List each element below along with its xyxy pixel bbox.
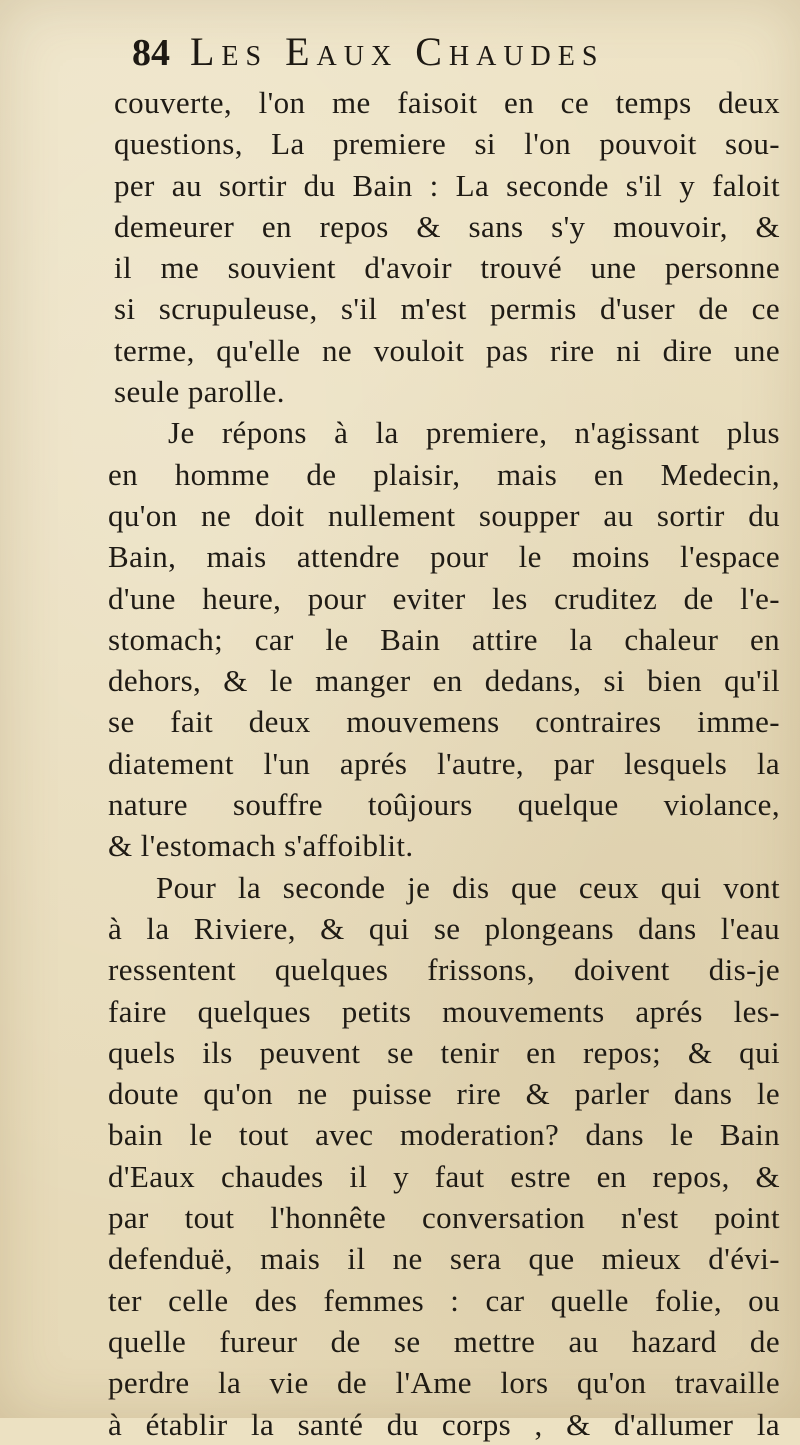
text-line: à établir la santé du corps , & d'allumer la xyxy=(108,1406,780,1442)
text-line: demeurer en repos & sans s'y mouvoir, & xyxy=(114,208,780,244)
body-text xyxy=(108,82,780,1445)
page-number: 84 xyxy=(132,32,170,74)
text-line: qu'on ne doit nullement soupper au sortir du xyxy=(108,497,780,533)
text-line: bain le tout avec moderation? dans le Bain xyxy=(108,1117,780,1153)
text-line: Bain, mais attendre pour le moins l'espace xyxy=(108,539,780,575)
page-header xyxy=(132,28,772,80)
text-line: ressentent quelques frissons, doivent dis-je xyxy=(108,952,780,988)
text-line: si scrupuleuse, s'il m'est permis d'user de ce xyxy=(114,291,780,327)
text-line: ter celle des femmes : car quelle folie, ou xyxy=(108,1282,780,1318)
text-line: à la Riviere, & qui se plongeans dans l'eau xyxy=(108,910,780,946)
text-line: defenduë, mais il ne sera que mieux d'évi- xyxy=(108,1241,780,1277)
text-line: seule parolle. xyxy=(114,374,285,410)
text-line: doute qu'on ne puisse rire & parler dans le xyxy=(108,1076,780,1112)
text-line: dehors, & le manger en dedans, si bien qu'il xyxy=(108,663,780,699)
text-line: en homme de plaisir, mais en Medecin, xyxy=(108,456,780,492)
text-line: couverte, l'on me faisoit en ce temps deux xyxy=(114,85,780,120)
text-line: faire quelques petits mouvements aprés les- xyxy=(108,993,780,1029)
paragraph-start-line: Pour la seconde je dis que ceux qui vont xyxy=(156,869,780,905)
text-line: perdre la vie de l'Ame lors qu'on travaille xyxy=(108,1365,780,1401)
text-line: terme, qu'elle ne vouloit pas rire ni dire une xyxy=(114,332,780,368)
text-line: per au sortir du Bain : La seconde s'il y faloit xyxy=(114,167,780,203)
text-line: & l'estomach s'affoiblit. xyxy=(108,828,414,864)
text-line: quelle fureur de se mettre au hazard de xyxy=(108,1323,780,1359)
text-line: nature souffre toûjours quelque violance, xyxy=(108,787,780,823)
text-line: d'Eaux chaudes il y faut estre en repos, & xyxy=(108,1158,780,1194)
paragraph-start-line: Je répons à la premiere, n'agissant plus xyxy=(168,415,780,451)
text-line: d'une heure, pour eviter les cruditez de l'e- xyxy=(108,580,780,616)
text-line: quels ils peuvent se tenir en repos; & qui xyxy=(108,1034,780,1070)
text-line: stomach; car le Bain attire la chaleur en xyxy=(108,621,780,657)
text-line: diatement l'un aprés l'autre, par lesquels la xyxy=(108,745,780,781)
text-line: questions, La premiere si l'on pouvoit sou- xyxy=(114,126,780,162)
running-title: Les Eaux Chaudes xyxy=(190,29,605,74)
text-line: se fait deux mouvemens contraires imme- xyxy=(108,704,780,740)
text-line: il me souvient d'avoir trouvé une personne xyxy=(114,250,780,286)
text-line: par tout l'honnête conversation n'est point xyxy=(108,1200,780,1236)
